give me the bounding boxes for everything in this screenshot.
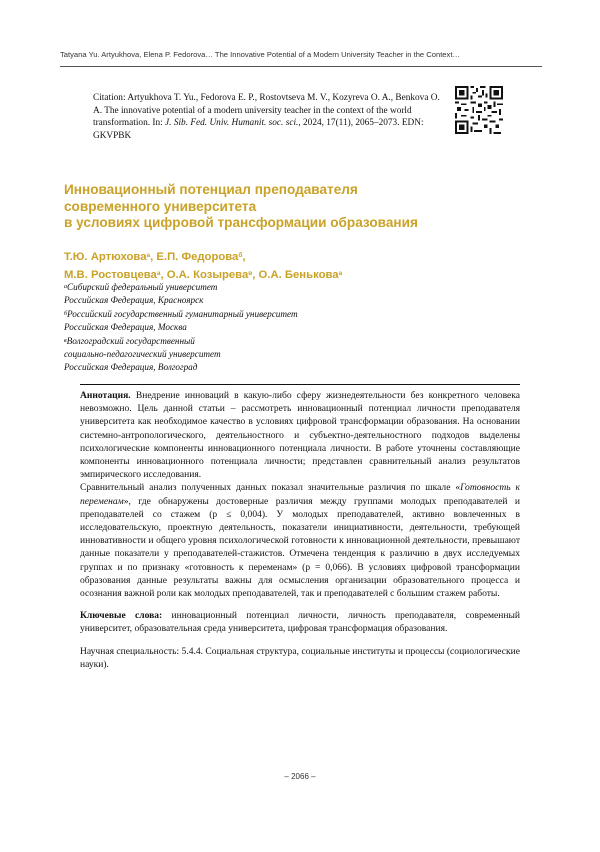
author-affiliation-mark: б [238, 252, 243, 259]
keywords: Ключевые слова: инновационный потенциал личности, личность преподавателя, современный университет, образовательная среда университета, цифровая трансформация образования. [80, 610, 520, 635]
scientific-specialty: Научная специальность: 5.4.4. Социальная структура, социальные институты и процессы (социологические науки). [80, 645, 520, 670]
affiliation-line: Российская Федерация, Волгоград [64, 362, 198, 373]
title-line: Инновационный потенциал преподавателя [64, 182, 358, 197]
affiliation-line: $^б$Российский государственный гуманитарный университет [64, 308, 298, 319]
header-divider [60, 66, 542, 67]
citation-journal: J. Sib. Fed. Univ. Humanit. soc. sci. [165, 118, 299, 129]
author-name: О.А. Козырева [166, 269, 249, 281]
affiliation-mark: а [64, 284, 67, 290]
affiliations [64, 281, 404, 375]
title-line: в условиях цифровой трансформации образования [64, 215, 418, 230]
author-name: О.А. Бенькова [258, 269, 339, 281]
running-head: Tatyana Yu. Artyukhova, Elena P. Fedorova… The Innovative Potential of a Modern University Teacher in the Context… [60, 50, 461, 59]
title-line: современного университета [64, 198, 257, 214]
page-number: – 2066 – [284, 772, 316, 781]
abstract-paragraph: Аннотация. Внедрение инноваций в какую-либо сферу жизнедеятельности без конкретного человека невозможно. Цель данной статьи – рассмотреть инновационный потенциал личности преподавателя университета как необходимое качество в условиях цифровой трансформации образования. На основании системно-антропологического, деятельностного и субъектно-деятельностного подходов выделены психологические компоненты инновационного потенциала личности. В работе уточнены составляющие компоненты инновационного потенциала личности; представлен сравнительный анализ результатов эмпирического исследования. [80, 390, 520, 481]
authors-line: М.В. Ростовцева$^а$, О.А. Козырева$^в$, О.А. Бенькова$^а$ [64, 269, 343, 281]
affiliation-mark: в [64, 337, 67, 344]
affiliation-line: $^в$Волгоградский государственный [64, 335, 195, 346]
author-name: Т.Ю. Артюхова [64, 251, 147, 263]
affiliation-line: $^а$Сибирский федеральный университет [64, 282, 218, 292]
affiliation-line: социально-педагогический университет [64, 349, 221, 360]
author-name: Е.П. Федорова [156, 251, 239, 263]
keywords-label: Ключевые слова: [80, 610, 163, 622]
citation-suffix: , 2024, 17(11), 2065–2073. EDN: GKVPBK [93, 118, 424, 141]
author-affiliation-mark: а [338, 270, 343, 277]
affiliation-mark: б [64, 310, 68, 317]
affiliation-line: Российская Федерация, Москва [64, 322, 187, 333]
abstract-label: Аннотация. [80, 390, 131, 401]
authors-line: Т.Ю. Артюхова$^а$, Е.П. Федорова$^б$, [64, 251, 246, 263]
citation [93, 92, 448, 142]
citation-prefix: Citation: Artyukhova T. Yu., Fedorova E. P., Rostovtseva M. V., Kozyreva O. A., Benkova O. A. The innovative potential of a modern university teacher in the context of the world transformation. In: [93, 93, 440, 129]
author-affiliation-mark: а [146, 252, 151, 259]
authors [64, 248, 504, 284]
qr-code [455, 86, 503, 134]
author-affiliation-mark: а [156, 270, 161, 277]
scale-name: Готовность к переменам [80, 482, 520, 507]
author-affiliation-mark: в [248, 270, 253, 277]
article-title [64, 182, 504, 232]
affiliation-line: Российская Федерация, Красноярск [64, 295, 204, 306]
abstract-section [80, 384, 520, 671]
abstract-paragraph: Сравнительный анализ полученных данных показал значительные различия по шкале «Готовность к переменам», где обнаружены достоверные различия между группами молодых преподавателей и преподавателей со стажем (p ≤ 0,004). У молодых преподавателей, активно вовлеченных в исследовательскую, проектную деятельность, показатели инициативности, деятельности, требующей инновативности и общего уровня психологической готовности к инновационной деятельности, превышают данные показатели у преподавателей-стажистов. Отмечена тенденция к различию в двух исследуемых группах и по признаку «готовность к переменам» (p = 0,066). В условиях цифровой трансформации образования данные результаты важны для осмысления организации образовательного процесса и осознания важной роли как молодых преподавателей, так и преподавателей с большим стажем работы. [80, 482, 520, 600]
author-name: М.В. Ростовцева [64, 269, 157, 281]
